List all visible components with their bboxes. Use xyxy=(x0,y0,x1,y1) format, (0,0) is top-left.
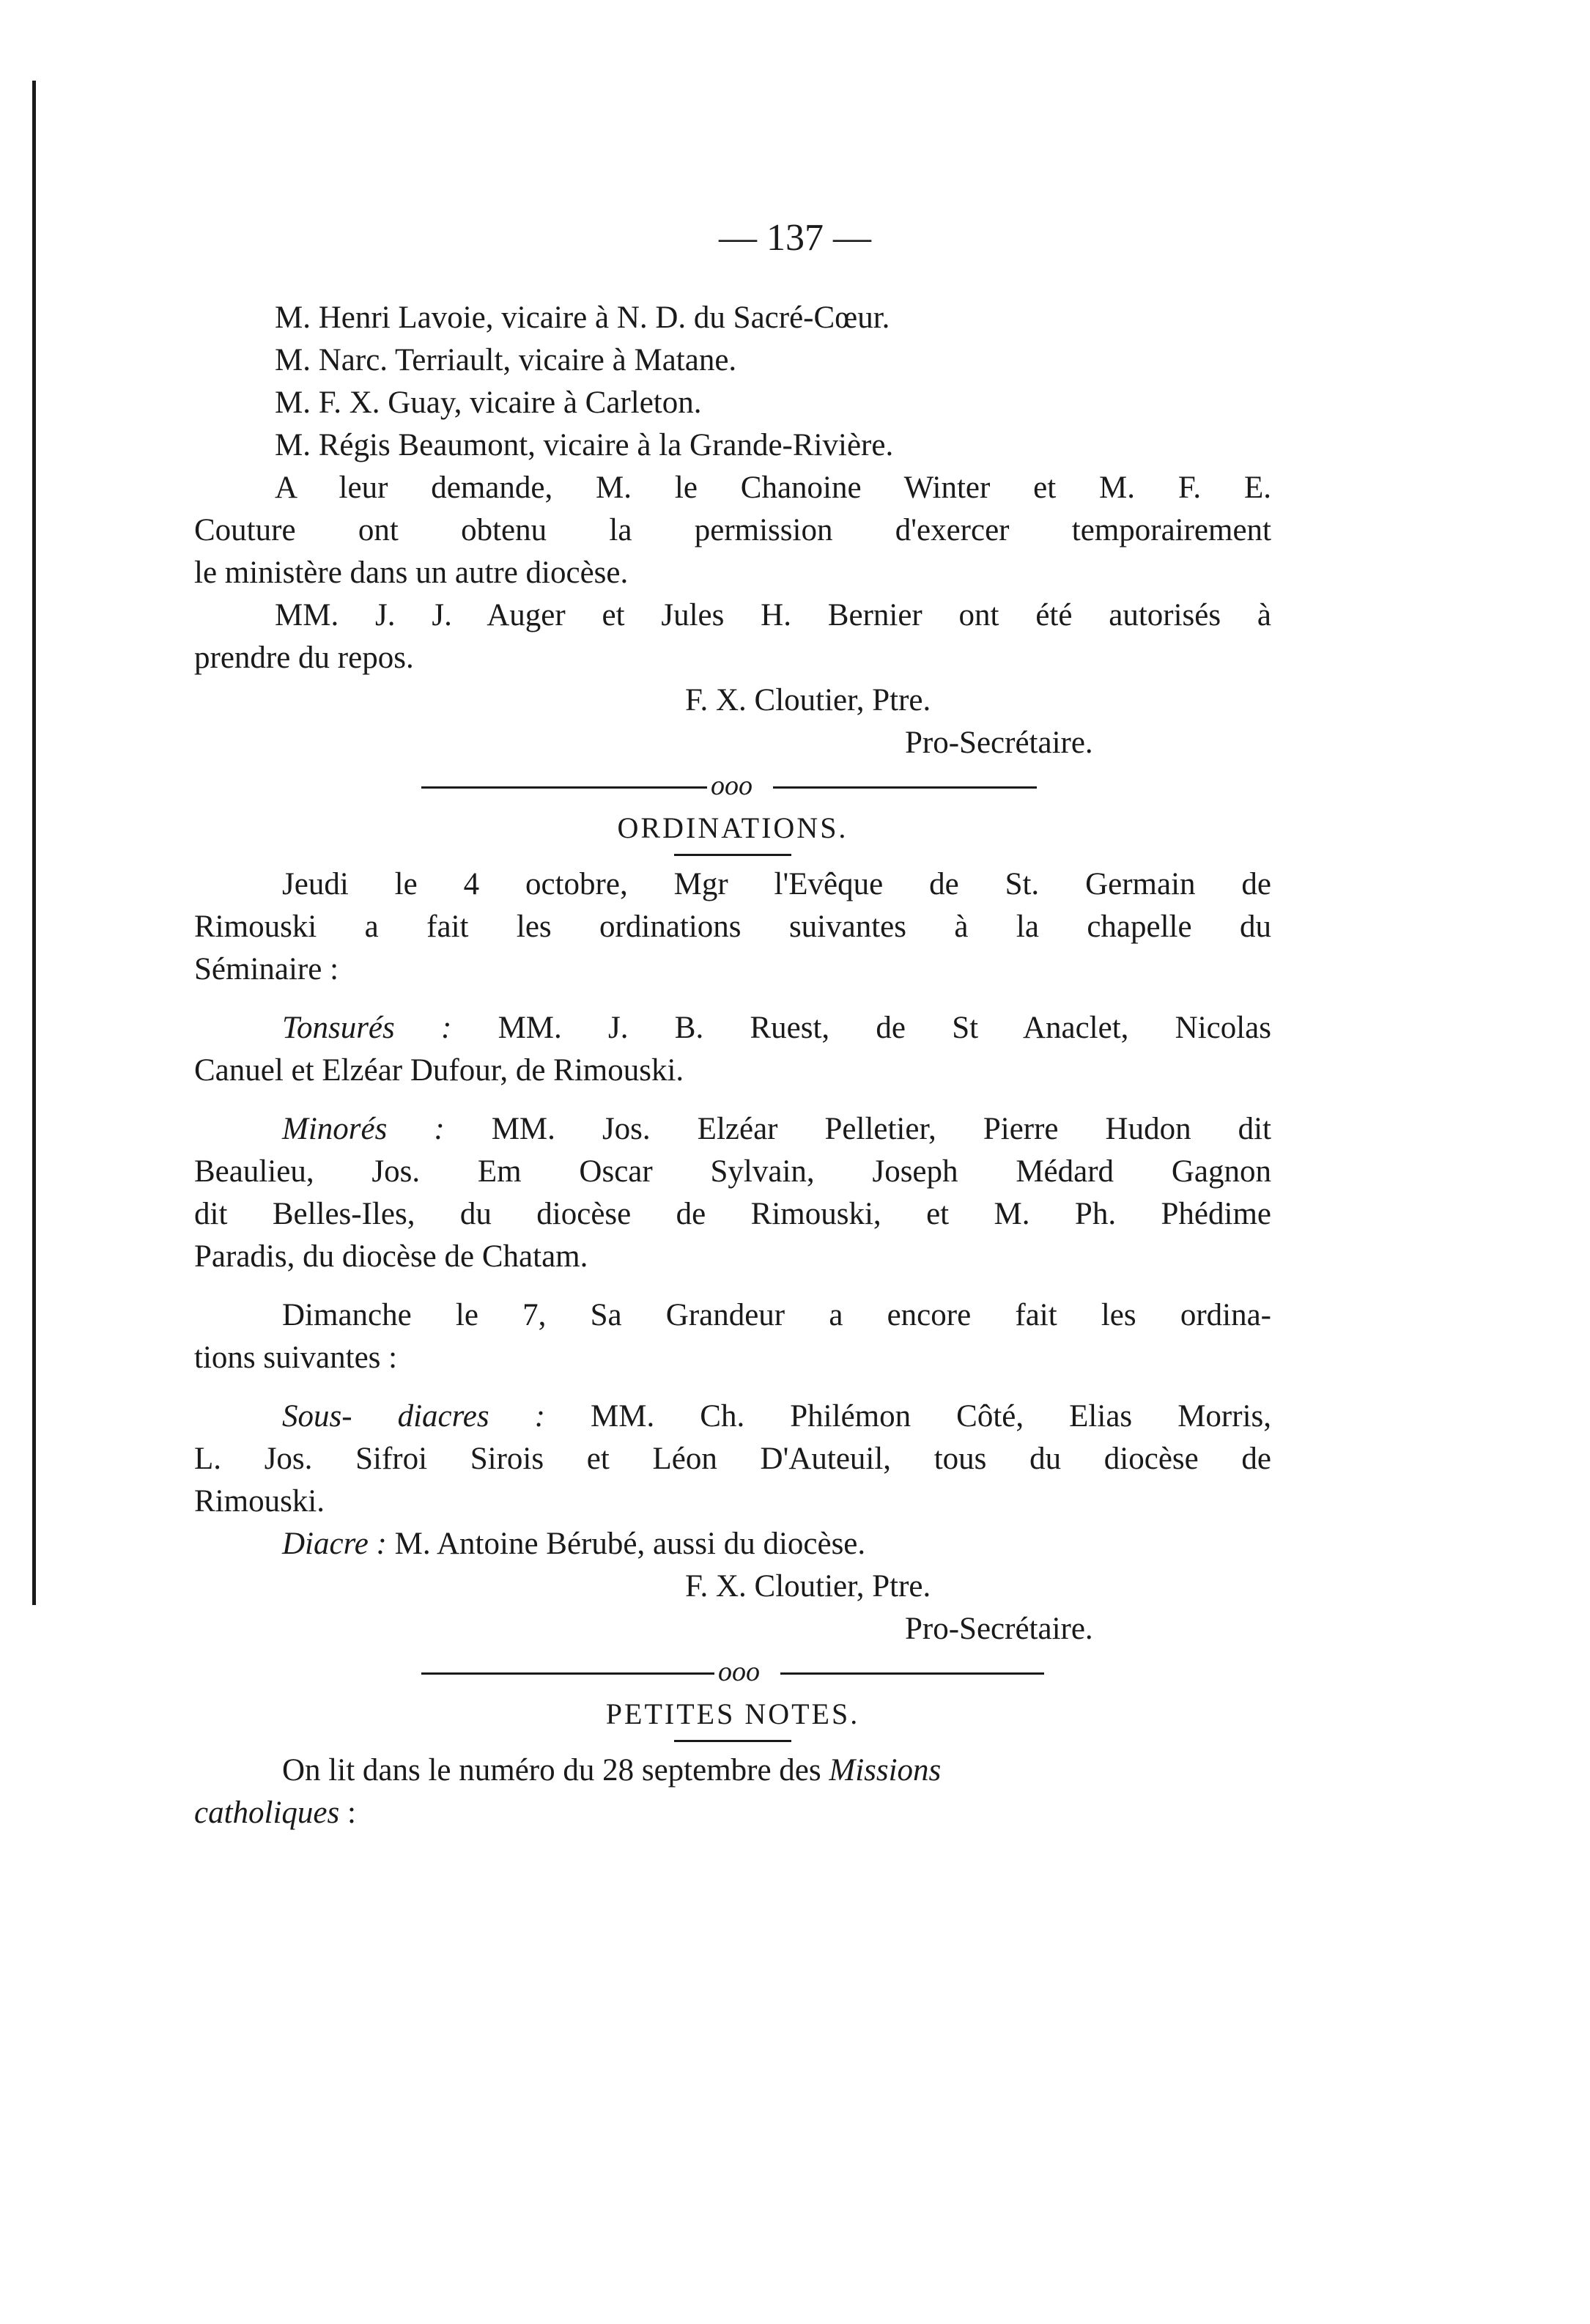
text-line: M. Régis Beaumont, vicaire à la Grande-Rivière. xyxy=(275,428,894,462)
heading-rule xyxy=(674,854,791,856)
signature-name: F. X. Cloutier, Ptre. xyxy=(685,1569,931,1604)
label-diacre: Diacre : xyxy=(282,1527,387,1561)
separator-mark: ooo xyxy=(718,1656,760,1687)
text-line: Tonsurés : MM. J. B. Ruest, de St Anaclet, Nicolas xyxy=(282,1011,1271,1045)
text-line: On lit dans le numéro du 28 septembre des Missions xyxy=(282,1753,942,1788)
text-line: A leur demande, M. le Chanoine Winter et M. F. E. xyxy=(275,471,1271,505)
page-number: — 137 — xyxy=(719,217,871,259)
label-minores: Minorés : xyxy=(282,1112,445,1146)
text-line: Dimanche le 7, Sa Grandeur a encore fait les ordina- xyxy=(282,1298,1271,1332)
text-line: M. Henri Lavoie, vicaire à N. D. du Sacré-Cœur. xyxy=(275,300,890,335)
text-line: Rimouski a fait les ordinations suivantes à la chapelle du xyxy=(194,910,1271,944)
text-line: Séminaire : xyxy=(194,952,339,986)
page-body xyxy=(194,297,1271,1834)
section-separator xyxy=(194,764,1271,807)
separator-mark: ooo xyxy=(711,770,753,801)
text-line: Diacre : M. Antoine Bérubé, aussi du diocèse. xyxy=(282,1527,866,1561)
label-tonsures: Tonsurés : xyxy=(282,1011,452,1045)
text-line: MM. J. J. Auger et Jules H. Bernier ont été autorisés à xyxy=(275,598,1271,632)
text-line: le ministère dans un autre diocèse. xyxy=(194,556,629,590)
section-heading-petites-notes: PETITES NOTES. xyxy=(605,1697,860,1730)
text-line: Couture ont obtenu la permission d'exercer temporairement xyxy=(194,513,1271,547)
text-line: dit Belles-Iles, du diocèse de Rimouski, et M. Ph. Phédime xyxy=(194,1197,1271,1231)
text-line: Minorés : MM. Jos. Elzéar Pelletier, Pierre Hudon dit xyxy=(282,1112,1271,1146)
text-line: Canuel et Elzéar Dufour, de Rimouski. xyxy=(194,1053,684,1088)
heading-rule xyxy=(674,1740,791,1742)
label-sous-diacres: Sous- diacres : xyxy=(282,1399,545,1434)
text-line: tions suivantes : xyxy=(194,1340,398,1375)
text-line: M. F. X. Guay, vicaire à Carleton. xyxy=(275,386,702,420)
text-line: Rimouski. xyxy=(194,1484,325,1519)
section-separator xyxy=(194,1650,1271,1693)
text-line: Jeudi le 4 octobre, Mgr l'Evêque de St. Germain de xyxy=(282,867,1271,901)
margin-rule xyxy=(32,81,36,1605)
text-line: Paradis, du diocèse de Chatam. xyxy=(194,1239,588,1274)
signature-name: F. X. Cloutier, Ptre. xyxy=(685,683,931,718)
text-line: M. Narc. Terriault, vicaire à Matane. xyxy=(275,343,737,377)
signature-title: Pro-Secrétaire. xyxy=(905,1612,1093,1646)
section-heading-ordinations: ORDINATIONS. xyxy=(617,811,848,844)
signature-title: Pro-Secrétaire. xyxy=(905,726,1093,760)
text-line: catholiques : xyxy=(194,1796,356,1830)
text-line: prendre du repos. xyxy=(194,641,414,675)
text-line: L. Jos. Sifroi Sirois et Léon D'Auteuil, tous du diocèse de xyxy=(194,1442,1271,1476)
text-line: Sous- diacres : MM. Ch. Philémon Côté, Elias Morris, xyxy=(282,1399,1271,1434)
text-line: Beaulieu, Jos. Em Oscar Sylvain, Joseph Médard Gagnon xyxy=(194,1154,1271,1189)
